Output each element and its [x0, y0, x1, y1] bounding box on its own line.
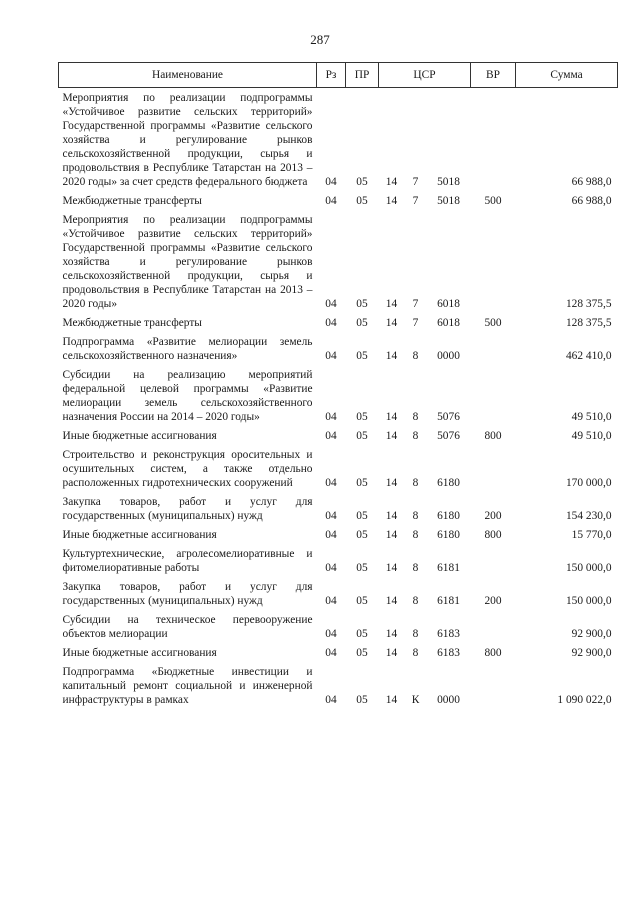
cell-csr-subprogram: 8 — [412, 430, 419, 442]
cell-csr-subprogram: 7 — [412, 195, 419, 207]
cell-sum: 49 510,0 — [571, 430, 612, 442]
cell-pr: 05 — [356, 317, 368, 329]
cell-csr-program: 14 — [385, 411, 398, 423]
cell-csr-code: 6183 — [437, 628, 460, 640]
cell-csr-code: 5018 — [437, 176, 460, 188]
cell-sum: 170 000,0 — [565, 477, 612, 489]
cell-csr-code: 0000 — [437, 350, 460, 362]
cell-csr-program: 14 — [385, 195, 398, 207]
cell-name: Подпрограмма «Развитие мелиорации земель сельскохозяйственного назначения» — [62, 336, 313, 362]
cell-csr-program: 14 — [385, 176, 398, 188]
cell-csr-subprogram: 8 — [412, 477, 419, 489]
cell-rz: 04 — [325, 195, 337, 207]
cell-csr-program: 14 — [385, 317, 398, 329]
cell-name: Иные бюджетные ассигнования — [62, 430, 217, 442]
table-row — [59, 332, 618, 365]
cell-sum: 154 230,0 — [565, 510, 612, 522]
cell-csr-code: 6181 — [437, 562, 460, 574]
cell-csr-program: 14 — [385, 694, 398, 706]
cell-name: Мероприятия по реализации подпрограммы «Устойчивое развитие сельских территорий» Государственной программы «Развитие сельского хозяйства и регулирование рынков сельскохозяйственной продукции, сырья и продовольствия в Республике Татарстан на 2013 – 2020 годы» — [62, 214, 313, 310]
cell-pr: 05 — [356, 510, 368, 522]
cell-csr-subprogram: 8 — [412, 529, 419, 541]
cell-csr-code: 5076 — [437, 430, 460, 442]
cell-rz: 04 — [325, 595, 337, 607]
cell-vr — [471, 445, 516, 492]
cell-rz: 04 — [325, 510, 337, 522]
table-row — [59, 544, 618, 577]
table-row — [59, 313, 618, 332]
cell-rz: 04 — [325, 298, 337, 310]
table-row — [59, 210, 618, 313]
table-row — [59, 662, 618, 709]
cell-vr: 500 — [484, 195, 502, 207]
cell-vr: 800 — [484, 430, 502, 442]
cell-pr: 05 — [356, 595, 368, 607]
cell-csr-code: 6180 — [437, 529, 460, 541]
cell-pr: 05 — [356, 195, 368, 207]
table-row — [59, 88, 618, 192]
cell-name: Субсидии на реализацию мероприятий федеральной целевой программы «Развитие мелиорации земель сельскохозяйственного назначения России на 2014 – 2020 годы» — [62, 369, 313, 423]
cell-rz: 04 — [325, 562, 337, 574]
table-row — [59, 492, 618, 525]
cell-csr-program: 14 — [385, 562, 398, 574]
cell-csr-code: 5018 — [437, 195, 460, 207]
cell-rz: 04 — [325, 694, 337, 706]
cell-csr-subprogram: 8 — [412, 350, 419, 362]
cell-pr: 05 — [356, 411, 368, 423]
cell-csr-program: 14 — [385, 477, 398, 489]
cell-csr-code: 5076 — [437, 411, 460, 423]
cell-csr-code: 0000 — [437, 694, 460, 706]
cell-csr-subprogram: 8 — [412, 595, 419, 607]
budget-table — [58, 62, 618, 709]
cell-name: Закупка товаров, работ и услуг для государственных (муниципальных) нужд — [62, 496, 313, 522]
cell-rz: 04 — [325, 628, 337, 640]
cell-vr: 800 — [484, 529, 502, 541]
cell-name: Мероприятия по реализации подпрограммы «Устойчивое развитие сельских территорий» Государственной программы «Развитие сельского хозяйства и регулирование рынков сельскохозяйственной продукции, сырья и продовольствия в Республике Татарстан на 2013 – 2020 годы» за счет средств федерального бюджета — [62, 92, 313, 188]
cell-csr-program: 14 — [385, 350, 398, 362]
cell-rz: 04 — [325, 176, 337, 188]
header-sum: Сумма — [516, 63, 618, 88]
cell-pr: 05 — [356, 562, 368, 574]
cell-vr — [471, 610, 516, 643]
cell-rz: 04 — [325, 529, 337, 541]
cell-csr-code: 6181 — [437, 595, 460, 607]
cell-csr-program: 14 — [385, 510, 398, 522]
cell-pr: 05 — [356, 628, 368, 640]
cell-rz: 04 — [325, 477, 337, 489]
header-csr: ЦСР — [379, 63, 471, 88]
cell-name: Строительство и реконструкция оросительных и осушительных систем, а также отдельно расположенных гидротехнических сооружений — [62, 449, 313, 489]
cell-sum: 66 988,0 — [571, 176, 612, 188]
cell-vr — [471, 332, 516, 365]
cell-rz: 04 — [325, 317, 337, 329]
table-row — [59, 426, 618, 445]
cell-csr-program: 14 — [385, 628, 398, 640]
cell-vr: 800 — [484, 647, 502, 659]
cell-csr-code: 6180 — [437, 477, 460, 489]
cell-sum: 92 900,0 — [571, 628, 612, 640]
cell-pr: 05 — [356, 298, 368, 310]
cell-csr-code: 6183 — [437, 647, 460, 659]
cell-sum: 66 988,0 — [571, 195, 612, 207]
table-row — [59, 610, 618, 643]
cell-csr-program: 14 — [385, 647, 398, 659]
cell-vr: 200 — [484, 595, 502, 607]
table-row — [59, 525, 618, 544]
cell-sum: 150 000,0 — [565, 595, 612, 607]
cell-pr: 05 — [356, 350, 368, 362]
table-row — [59, 643, 618, 662]
cell-name: Межбюджетные трансферты — [62, 195, 202, 207]
cell-sum: 1 090 022,0 — [557, 694, 612, 706]
page-number: 287 — [310, 32, 330, 47]
cell-name: Иные бюджетные ассигнования — [62, 529, 217, 541]
cell-rz: 04 — [325, 430, 337, 442]
cell-csr-code: 6018 — [437, 298, 460, 310]
cell-vr — [471, 210, 516, 313]
cell-csr-code: 6018 — [437, 317, 460, 329]
cell-name: Подпрограмма «Бюджетные инвестиции и капитальный ремонт социальной и инженерной инфраструктуры в рамках — [62, 666, 313, 706]
cell-sum: 462 410,0 — [565, 350, 612, 362]
table-body — [59, 88, 618, 710]
table-row — [59, 365, 618, 426]
cell-name: Межбюджетные трансферты — [62, 317, 202, 329]
cell-csr-subprogram: 7 — [412, 317, 419, 329]
cell-csr-subprogram: 7 — [412, 298, 419, 310]
cell-sum: 128 375,5 — [565, 317, 612, 329]
cell-pr: 05 — [356, 647, 368, 659]
cell-vr — [471, 365, 516, 426]
cell-rz: 04 — [325, 411, 337, 423]
cell-pr: 05 — [356, 529, 368, 541]
cell-sum: 128 375,5 — [565, 298, 612, 310]
cell-csr-subprogram: К — [411, 694, 420, 706]
header-vr: ВР — [471, 63, 516, 88]
header-rz: Рз — [317, 63, 346, 88]
cell-csr-subprogram: 7 — [412, 176, 419, 188]
cell-vr — [471, 544, 516, 577]
cell-vr: 500 — [484, 317, 502, 329]
cell-csr-code: 6180 — [437, 510, 460, 522]
cell-csr-program: 14 — [385, 298, 398, 310]
header-name: Наименование — [59, 63, 317, 88]
cell-vr: 200 — [484, 510, 502, 522]
cell-vr — [471, 88, 516, 192]
cell-csr-subprogram: 8 — [412, 510, 419, 522]
cell-pr: 05 — [356, 477, 368, 489]
cell-pr: 05 — [356, 430, 368, 442]
cell-rz: 04 — [325, 350, 337, 362]
cell-rz: 04 — [325, 647, 337, 659]
cell-csr-subprogram: 8 — [412, 647, 419, 659]
cell-pr: 05 — [356, 694, 368, 706]
cell-csr-subprogram: 8 — [412, 562, 419, 574]
cell-name: Культуртехнические, агролесомелиоративные и фитомелиоративные работы — [62, 548, 313, 574]
table-row — [59, 445, 618, 492]
cell-sum: 15 770,0 — [571, 529, 612, 541]
cell-csr-subprogram: 8 — [412, 411, 419, 423]
cell-name: Субсидии на техническое перевооружение объектов мелиорации — [62, 614, 313, 640]
table-row — [59, 577, 618, 610]
cell-pr: 05 — [356, 176, 368, 188]
cell-sum: 150 000,0 — [565, 562, 612, 574]
cell-sum: 92 900,0 — [571, 647, 612, 659]
cell-sum: 49 510,0 — [571, 411, 612, 423]
cell-csr-program: 14 — [385, 529, 398, 541]
header-pr: ПР — [346, 63, 379, 88]
cell-name: Иные бюджетные ассигнования — [62, 647, 217, 659]
cell-name: Закупка товаров, работ и услуг для государственных (муниципальных) нужд — [62, 581, 313, 607]
cell-vr — [471, 662, 516, 709]
cell-csr-program: 14 — [385, 430, 398, 442]
cell-csr-program: 14 — [385, 595, 398, 607]
table-header — [59, 63, 618, 88]
cell-csr-subprogram: 8 — [412, 628, 419, 640]
table-row — [59, 191, 618, 210]
